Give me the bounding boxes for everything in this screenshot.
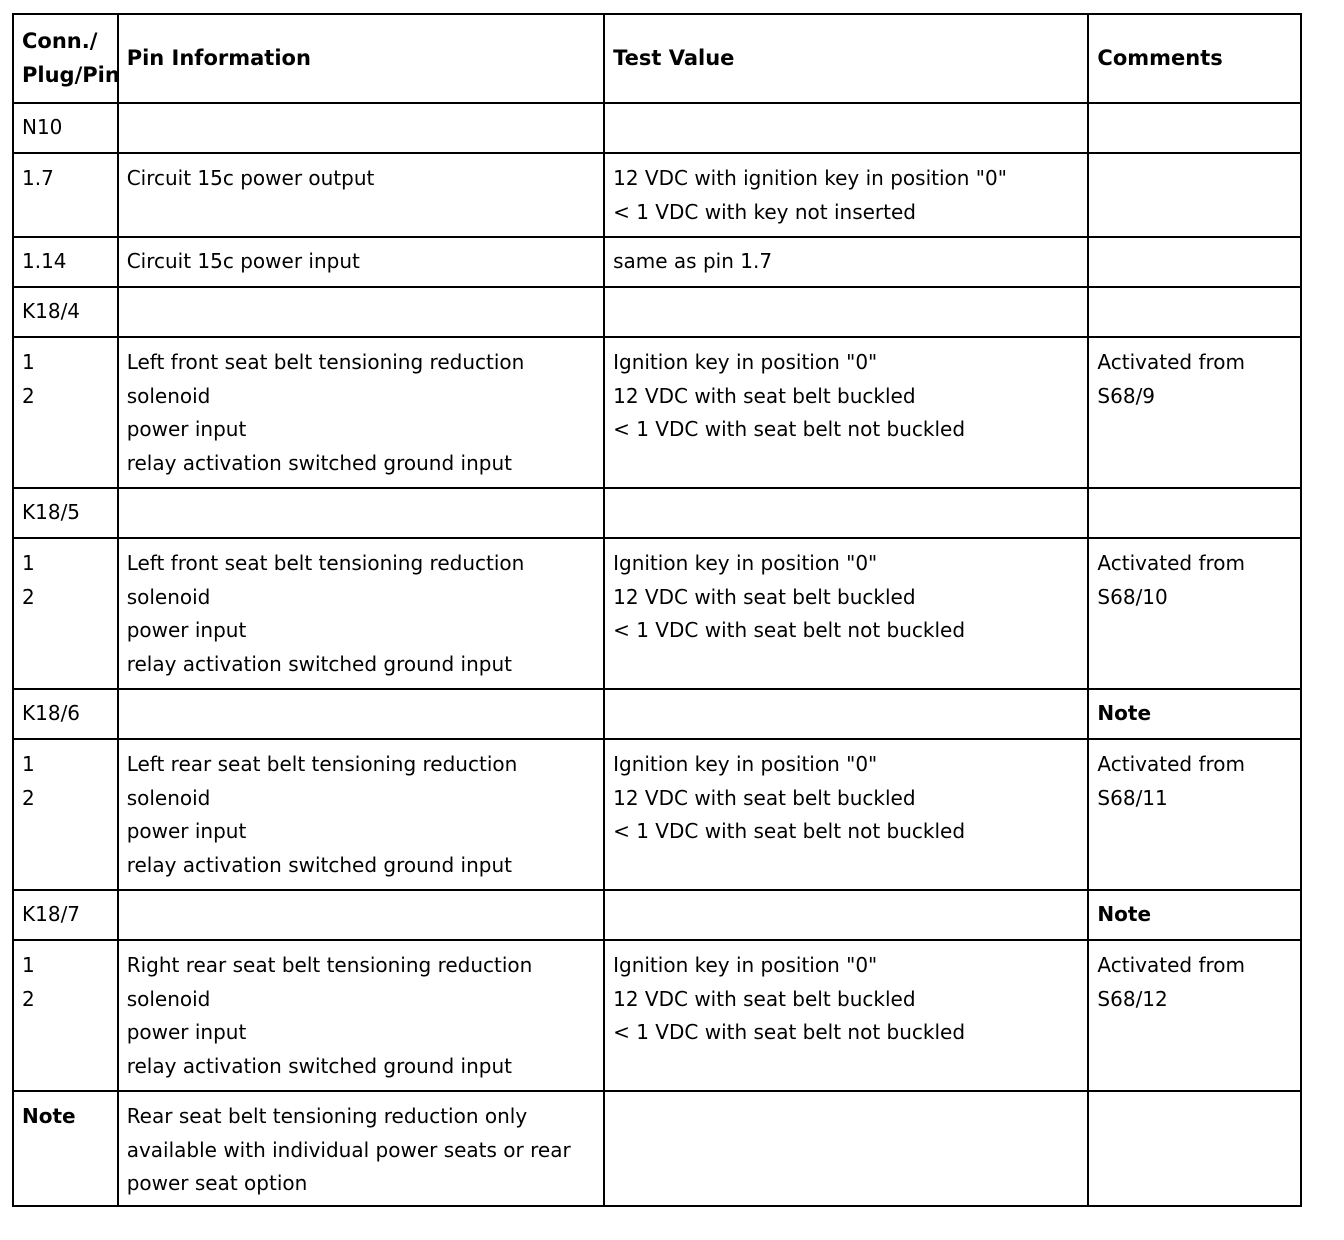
connector-label: K18/4 — [13, 287, 118, 337]
connector-row-n10 — [13, 103, 1301, 153]
pin-test-table — [12, 13, 1302, 1207]
pin-information: Left rear seat belt tensioning reduction solenoid power input relay activation switched ground input — [118, 739, 604, 890]
connector-row-k18-5 — [13, 488, 1301, 538]
comments: Note — [1088, 890, 1301, 940]
test-value: Ignition key in position "0" 12 VDC with seat belt buckled < 1 VDC with seat belt not buckled — [604, 538, 1088, 689]
header-conn-plug-pin: Conn./ Plug/Pin — [13, 14, 118, 103]
test-value: Ignition key in position "0" 12 VDC with seat belt buckled < 1 VDC with seat belt not buckled — [604, 739, 1088, 890]
pin-numbers: 1 2 — [13, 940, 118, 1091]
pin-row-1-7 — [13, 153, 1301, 237]
connector-label: N10 — [13, 103, 118, 153]
pin-row-k18-6 — [13, 739, 1301, 890]
comments: Activated from S68/11 — [1088, 739, 1301, 890]
header-comments: Comments — [1088, 14, 1301, 103]
pin-numbers: 1 2 — [13, 538, 118, 689]
comments: Note — [1088, 689, 1301, 739]
pin-row-k18-7 — [13, 940, 1301, 1091]
pin-number: 1.14 — [13, 237, 118, 287]
pin-row-k18-5 — [13, 538, 1301, 689]
connector-row-k18-4 — [13, 287, 1301, 337]
pin-row-1-14 — [13, 237, 1301, 287]
pin-information: Right rear seat belt tensioning reduction solenoid power input relay activation switched ground input — [118, 940, 604, 1091]
connector-label: K18/7 — [13, 890, 118, 940]
pin-number: 1.7 — [13, 153, 118, 237]
header-row — [13, 14, 1301, 103]
test-value: Ignition key in position "0" 12 VDC with seat belt buckled < 1 VDC with seat belt not buckled — [604, 940, 1088, 1091]
pin-numbers: 1 2 — [13, 739, 118, 890]
pin-row-k18-4 — [13, 337, 1301, 488]
comments: Activated from S68/9 — [1088, 337, 1301, 488]
header-test-value: Test Value — [604, 14, 1088, 103]
test-value: Ignition key in position "0" 12 VDC with seat belt buckled < 1 VDC with seat belt not buckled — [604, 337, 1088, 488]
connector-label: K18/5 — [13, 488, 118, 538]
connector-label: K18/6 — [13, 689, 118, 739]
note-label: Note — [13, 1091, 118, 1206]
note-text: Rear seat belt tensioning reduction only available with individual power seats or rear power seat option — [118, 1091, 604, 1206]
header-pin-information: Pin Information — [118, 14, 604, 103]
test-value: 12 VDC with ignition key in position "0" < 1 VDC with key not inserted — [604, 153, 1088, 237]
pin-information: Left front seat belt tensioning reduction solenoid power input relay activation switched ground input — [118, 538, 604, 689]
test-value: same as pin 1.7 — [604, 237, 1088, 287]
pin-information: Circuit 15c power output — [118, 153, 604, 237]
comments: Activated from S68/12 — [1088, 940, 1301, 1091]
pin-information: Circuit 15c power input — [118, 237, 604, 287]
pin-numbers: 1 2 — [13, 337, 118, 488]
connector-row-k18-6 — [13, 689, 1301, 739]
connector-row-k18-7 — [13, 890, 1301, 940]
pin-information: Left front seat belt tensioning reduction solenoid power input relay activation switched ground input — [118, 337, 604, 488]
comments: Activated from S68/10 — [1088, 538, 1301, 689]
note-row — [13, 1091, 1301, 1206]
